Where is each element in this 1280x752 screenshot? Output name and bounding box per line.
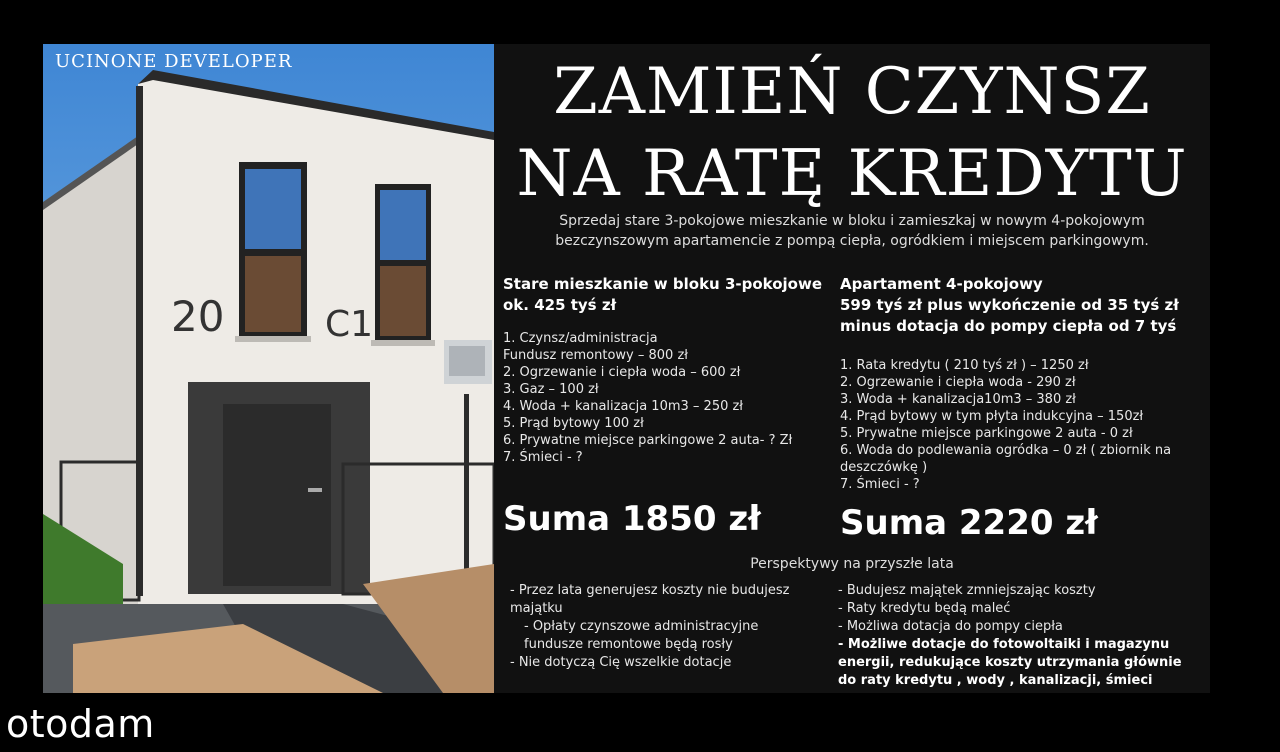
list-item: 5. Prąd bytowy 100 zł: [503, 416, 644, 431]
new-apartment-price: 599 tyś zł plus wykończenie od 35 tyś zł: [840, 296, 1179, 314]
new-apartment-column: [840, 274, 1200, 493]
headline-line1: ZAMIEŃ CZYNSZ: [553, 55, 1151, 129]
list-item: - Możliwe dotacje do fotowoltaiki i magazynu energii, redukujące koszty utrzymania głównie do raty kredytu , wody , kanalizacji, śmieci: [838, 637, 1182, 688]
info-panel: [494, 44, 1210, 693]
list-item: 6. Woda do podlewania ogródka – 0 zł ( zbiornik na deszczówkę ): [840, 443, 1172, 475]
house-number-left: 20: [171, 292, 225, 341]
list-item: 1. Czynsz/administracja: [503, 331, 658, 346]
old-apartment-heading: Stare mieszkanie w bloku 3-pokojowe: [503, 275, 823, 293]
list-item: 2. Ogrzewanie i ciepła woda - 290 zł: [840, 375, 1076, 390]
old-apartment-costs: [503, 330, 828, 466]
list-item: - Raty kredytu będą maleć: [838, 601, 1011, 616]
perspectives-title: Perspektywy na przyszłe lata: [750, 556, 954, 572]
old-apartment-price: ok. 425 tyś zł: [503, 296, 617, 314]
house-number-right: C1: [325, 304, 374, 345]
list-item: 2. Ogrzewanie i ciepła woda – 600 zł: [503, 365, 741, 380]
list-item: Fundusz remontowy – 800 zł: [503, 348, 688, 363]
list-item: 5. Prywatne miejsce parkingowe 2 auta - 0 zł: [840, 426, 1133, 441]
headline-line2: NA RATĘ KREDYTU: [516, 137, 1188, 211]
perspectives-old: [510, 582, 810, 672]
new-apartment-subsidy: minus dotacja do pompy ciepła od 7 tyś: [840, 317, 1177, 335]
list-item: 4. Woda + kanalizacja 10m3 – 250 zł: [503, 399, 744, 414]
house-photo: [43, 44, 494, 693]
new-apartment-sum: Suma 2220 zł: [840, 503, 1098, 543]
list-item: 7. Śmieci - ?: [840, 477, 920, 492]
developer-label: UCINONE DEVELOPER: [55, 51, 293, 72]
new-apartment-heading: Apartament 4-pokojowy: [840, 275, 1043, 293]
perspectives-new: [838, 582, 1198, 690]
list-item: 3. Woda + kanalizacja10m3 – 380 zł: [840, 392, 1076, 407]
list-item: - Przez lata generujesz koszty nie budujesz majątku: [510, 583, 790, 616]
old-apartment-column: [503, 274, 828, 466]
old-apartment-sum: Suma 1850 zł: [503, 499, 761, 539]
list-item: - Możliwa dotacja do pompy ciepła: [838, 619, 1063, 634]
lead-text: [494, 211, 1210, 251]
list-item: - Opłaty czynszowe administracyjne fundusze remontowe będą rosły: [524, 619, 759, 652]
list-item: - Nie dotyczą Cię wszelkie dotacje: [510, 655, 732, 670]
list-item: 3. Gaz – 100 zł: [503, 382, 599, 397]
lead-line: bezczynszowym apartamencie z pompą ciepła, ogródkiem i miejscem parkingowym.: [555, 233, 1149, 249]
list-item: 4. Prąd bytowy w tym płyta indukcyjna – 150zł: [840, 409, 1144, 424]
otodam-logo: otodam: [6, 702, 155, 746]
lead-line: Sprzedaj stare 3-pokojowe mieszkanie w bloku i zamieszkaj w nowym 4-pokojowym: [559, 213, 1145, 229]
list-item: - Budujesz majątek zmniejszając koszty: [838, 583, 1096, 598]
new-apartment-costs: [840, 357, 1200, 493]
list-item: 1. Rata kredytu ( 210 tyś zł ) – 1250 zł: [840, 358, 1089, 373]
list-item: 7. Śmieci - ?: [503, 450, 583, 465]
list-item: 6. Prywatne miejsce parkingowe 2 auta- ? Zł: [503, 433, 793, 448]
